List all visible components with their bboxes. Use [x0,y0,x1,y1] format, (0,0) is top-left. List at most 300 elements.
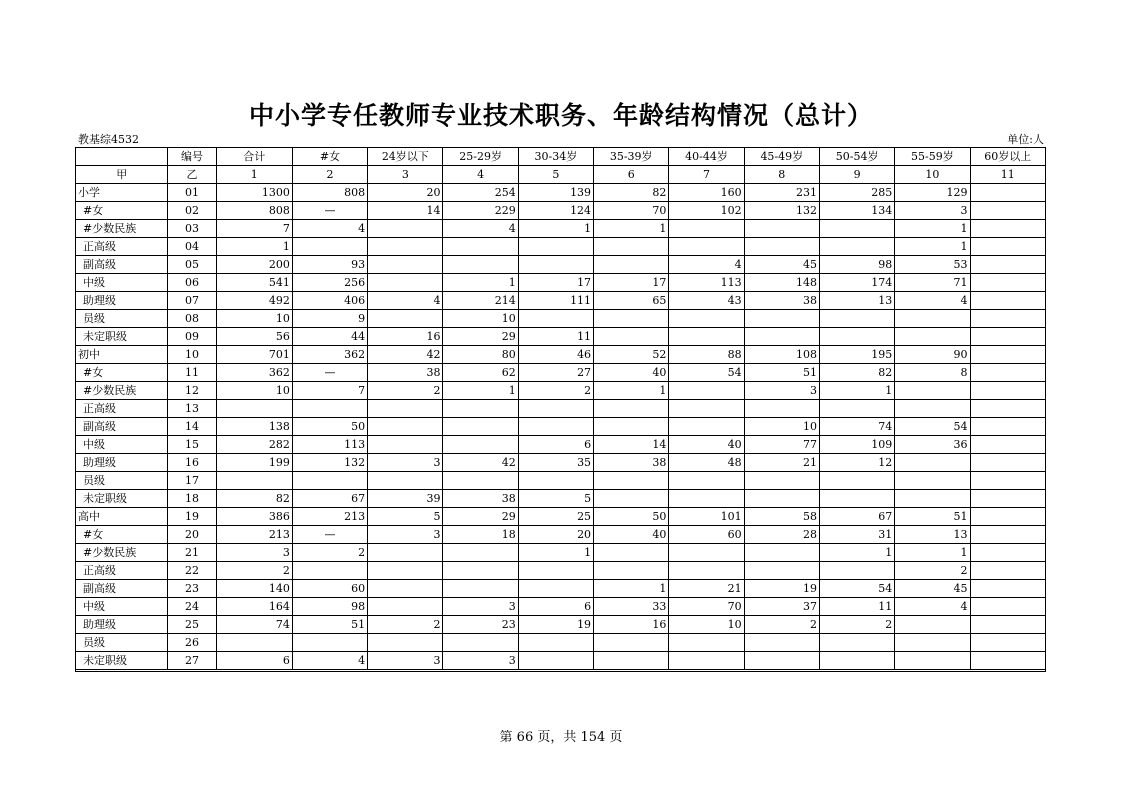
table-cell: 46 [518,346,593,364]
table-cell [518,634,593,652]
table-cell: 3 [895,202,970,220]
table-cell [819,400,894,418]
column-header: 35-39岁 [594,148,669,166]
table-cell [895,310,970,328]
table-cell: 80 [443,346,518,364]
table-cell [443,544,518,562]
row-number: 21 [168,544,216,562]
table-cell: 35 [518,454,593,472]
table-cell: 3 [443,652,518,670]
table-cell: 5 [518,490,593,508]
table-cell: 2 [895,562,970,580]
column-header: 50-54岁 [819,148,894,166]
row-number: 19 [168,508,216,526]
index-cell: 甲 [76,166,168,184]
table-cell: 113 [669,274,744,292]
table-cell [970,472,1045,490]
row-number: 22 [168,562,216,580]
table-row [76,652,1046,670]
table-cell [669,652,744,670]
table-cell: 31 [819,526,894,544]
row-label: 正高级 [76,562,168,580]
table-row [76,418,1046,436]
table-row [76,634,1046,652]
table-cell: 54 [895,418,970,436]
table-cell: 77 [744,436,819,454]
table-cell: 10 [744,418,819,436]
table-cell: 70 [594,202,669,220]
table-cell: 16 [594,616,669,634]
table-cell [895,400,970,418]
table-cell [368,544,443,562]
table-cell [669,400,744,418]
table-cell: 362 [216,364,292,382]
table-cell: 50 [594,508,669,526]
table-cell: 53 [895,256,970,274]
table-cell: 4 [292,220,367,238]
table-cell: 1 [443,274,518,292]
table-cell: 74 [819,418,894,436]
column-header: 30-34岁 [518,148,593,166]
table-cell: 29 [443,328,518,346]
row-label: 中级 [76,274,168,292]
table-cell: 8 [895,364,970,382]
table-cell: 111 [518,292,593,310]
table-cell: 10 [216,310,292,328]
index-cell: 7 [669,166,744,184]
table-cell [216,400,292,418]
table-cell: 67 [819,508,894,526]
table-cell: 37 [744,598,819,616]
row-label: 未定职级 [76,328,168,346]
table-cell: 4 [895,292,970,310]
table-cell: 18 [443,526,518,544]
table-cell: 3 [216,544,292,562]
table-cell: 44 [292,328,367,346]
table-cell: 20 [518,526,593,544]
table-cell [970,400,1045,418]
table-cell [594,562,669,580]
table-cell [819,634,894,652]
table-cell: 51 [292,616,367,634]
table-cell [970,562,1045,580]
table-cell [292,634,367,652]
table-cell: 39 [368,490,443,508]
index-cell: 1 [216,166,292,184]
row-label: 未定职级 [76,490,168,508]
row-label: #少数民族 [76,544,168,562]
row-label: 未定职级 [76,652,168,670]
table-cell: 82 [216,490,292,508]
table-cell: 74 [216,616,292,634]
table-cell [518,652,593,670]
table-cell: 7 [216,220,292,238]
table-cell [669,634,744,652]
table-cell [368,400,443,418]
table-cell [970,202,1045,220]
row-label: 正高级 [76,238,168,256]
table-cell: 38 [594,454,669,472]
table-row [76,400,1046,418]
table-cell: 132 [292,454,367,472]
row-label: 高中 [76,508,168,526]
table-row [76,544,1046,562]
table-cell: 14 [368,202,443,220]
table-cell [970,652,1045,670]
table-cell: 108 [744,346,819,364]
table-cell: 195 [819,346,894,364]
table-cell: 19 [744,580,819,598]
table-row [76,436,1046,454]
table-cell: 808 [216,202,292,220]
table-cell [895,472,970,490]
table-cell: 2 [368,382,443,400]
table-cell: 101 [669,508,744,526]
table-cell: 11 [819,598,894,616]
table-cell: 58 [744,508,819,526]
row-label: 中级 [76,598,168,616]
table-cell: 38 [443,490,518,508]
table-cell [518,400,593,418]
row-label: 员级 [76,634,168,652]
index-cell: 11 [970,166,1045,184]
row-label: #女 [76,364,168,382]
table-row [76,220,1046,238]
row-number: 04 [168,238,216,256]
table-cell [744,652,819,670]
table-cell: 20 [368,184,443,202]
row-label: 副高级 [76,256,168,274]
table-cell: 134 [819,202,894,220]
table-row [76,562,1046,580]
table-cell: 36 [895,436,970,454]
row-label: 初中 [76,346,168,364]
table-cell [594,400,669,418]
index-cell: 乙 [168,166,216,184]
table-cell [669,418,744,436]
row-label: 助理级 [76,454,168,472]
table-cell: 38 [368,364,443,382]
table-cell [594,310,669,328]
table-cell: 82 [819,364,894,382]
table-row [76,202,1046,220]
row-label: 助理级 [76,292,168,310]
table-cell [443,238,518,256]
table-row [76,256,1046,274]
table-row [76,238,1046,256]
table-cell: — [292,364,367,382]
table-cell: 1 [594,382,669,400]
table-cell [594,544,669,562]
table-cell: 254 [443,184,518,202]
row-number: 01 [168,184,216,202]
table-row [76,328,1046,346]
table-cell [819,310,894,328]
table-cell [594,634,669,652]
row-label: 员级 [76,472,168,490]
table-cell: 93 [292,256,367,274]
table-cell: 10 [216,382,292,400]
table-cell: 4 [443,220,518,238]
row-number: 05 [168,256,216,274]
table-cell [895,382,970,400]
table-cell: 2 [292,544,367,562]
table-cell [292,238,367,256]
table-cell: 51 [744,364,819,382]
table-cell [970,292,1045,310]
table-cell: 148 [744,274,819,292]
table-cell [368,436,443,454]
table-cell: 12 [819,454,894,472]
table-cell [970,634,1045,652]
table-cell [970,508,1045,526]
table-cell [594,238,669,256]
index-row [76,166,1046,184]
table-cell [443,418,518,436]
row-number: 25 [168,616,216,634]
table-cell: 1300 [216,184,292,202]
table-cell [970,490,1045,508]
row-label: #少数民族 [76,220,168,238]
row-label: 中级 [76,436,168,454]
table-cell [819,490,894,508]
table-cell: 1 [895,220,970,238]
table-cell: 282 [216,436,292,454]
row-label: #女 [76,526,168,544]
table-cell: 43 [669,292,744,310]
table-cell [970,526,1045,544]
table-cell: 213 [216,526,292,544]
table-cell [368,580,443,598]
table-row [76,598,1046,616]
table-cell: 17 [594,274,669,292]
table-cell: 13 [819,292,894,310]
table-cell: 50 [292,418,367,436]
index-cell: 4 [443,166,518,184]
table-cell: 56 [216,328,292,346]
table-cell [970,220,1045,238]
table-cell [368,472,443,490]
table-cell: 113 [292,436,367,454]
table-row [76,364,1046,382]
table-cell [895,652,970,670]
table-cell: 11 [518,328,593,346]
page-footer: 第 66 页，共 154 页 [499,730,623,745]
table-cell: 52 [594,346,669,364]
index-cell: 3 [368,166,443,184]
table-cell [744,220,819,238]
table-cell: 139 [518,184,593,202]
table-cell: 492 [216,292,292,310]
table-cell: 164 [216,598,292,616]
row-label: 小学 [76,184,168,202]
table-cell: 138 [216,418,292,436]
table-cell [970,328,1045,346]
table-cell: 23 [443,616,518,634]
table-cell: 256 [292,274,367,292]
table-cell [368,418,443,436]
table-cell [970,598,1045,616]
row-number: 12 [168,382,216,400]
table-cell: 21 [669,580,744,598]
row-number: 13 [168,400,216,418]
table-cell: 65 [594,292,669,310]
table-cell [970,310,1045,328]
table-row [76,184,1046,202]
table-cell [518,418,593,436]
table-cell: 1 [216,238,292,256]
table-row [76,472,1046,490]
table-cell [744,310,819,328]
table-cell: 362 [292,346,367,364]
table-cell: 38 [744,292,819,310]
table-cell: 71 [895,274,970,292]
table-cell: 70 [669,598,744,616]
table-cell: 199 [216,454,292,472]
table-cell [819,220,894,238]
table-row [76,508,1046,526]
table-cell [518,472,593,490]
table-cell: 214 [443,292,518,310]
column-header: 25-29岁 [443,148,518,166]
table-cell: 13 [895,526,970,544]
table-cell [895,490,970,508]
row-number: 10 [168,346,216,364]
table-cell: 45 [744,256,819,274]
column-header: 24岁以下 [368,148,443,166]
table-cell [594,490,669,508]
table-cell [895,328,970,346]
table-cell [594,418,669,436]
table-cell [368,310,443,328]
table-cell: 1 [594,580,669,598]
table-cell [518,562,593,580]
row-number: 11 [168,364,216,382]
table-cell [594,256,669,274]
row-number: 17 [168,472,216,490]
table-cell [669,382,744,400]
row-number: 23 [168,580,216,598]
table-cell [518,310,593,328]
table-row [76,526,1046,544]
table-cell: 1 [819,382,894,400]
row-label: 副高级 [76,418,168,436]
table-cell: 42 [368,346,443,364]
table-cell: 51 [895,508,970,526]
table-cell: 60 [292,580,367,598]
row-number: 08 [168,310,216,328]
table-cell: 132 [744,202,819,220]
row-label: #女 [76,202,168,220]
table-cell [216,634,292,652]
table-cell: 1 [443,382,518,400]
table-cell [744,562,819,580]
row-number: 24 [168,598,216,616]
row-number: 07 [168,292,216,310]
index-cell: 9 [819,166,894,184]
table-cell: 16 [368,328,443,346]
table-cell: 3 [368,526,443,544]
table-cell: 406 [292,292,367,310]
table-cell [443,436,518,454]
table-cell: 4 [669,256,744,274]
table-cell [970,616,1045,634]
table-cell: 10 [669,616,744,634]
table-cell [744,544,819,562]
table-cell: 2 [216,562,292,580]
table-cell: 229 [443,202,518,220]
table-cell [970,580,1045,598]
row-label: #少数民族 [76,382,168,400]
table-row [76,346,1046,364]
table-cell: 40 [594,526,669,544]
table-cell: 2 [819,616,894,634]
column-header: 40-44岁 [669,148,744,166]
table-cell [819,238,894,256]
table-cell [669,220,744,238]
table-cell: 7 [292,382,367,400]
table-cell: 82 [594,184,669,202]
table-cell: 386 [216,508,292,526]
table-cell: 88 [669,346,744,364]
row-number: 26 [168,634,216,652]
page-title: 中小学专任教师专业技术职务、年龄结构情况（总计） [248,101,873,130]
row-number: 27 [168,652,216,670]
table-cell: 14 [594,436,669,454]
table-cell: 6 [518,436,593,454]
unit-label: 单位:人 [1007,133,1044,146]
table-cell [594,652,669,670]
table-cell: 200 [216,256,292,274]
table-cell [744,238,819,256]
table-cell: 33 [594,598,669,616]
column-header: 合计 [216,148,292,166]
table-cell: 45 [895,580,970,598]
table-cell [970,364,1045,382]
table-cell [970,256,1045,274]
table-cell: 62 [443,364,518,382]
table-cell [669,238,744,256]
row-number: 16 [168,454,216,472]
table-cell [443,634,518,652]
table-cell: 54 [669,364,744,382]
table-cell: 4 [292,652,367,670]
table-cell [443,472,518,490]
table-cell [970,274,1045,292]
table-cell [669,310,744,328]
table-cell: 1 [518,544,593,562]
row-number: 06 [168,274,216,292]
table-cell: 28 [744,526,819,544]
table-cell [368,562,443,580]
row-label: 副高级 [76,580,168,598]
table-cell: 3 [744,382,819,400]
row-number: 02 [168,202,216,220]
table-cell [970,418,1045,436]
table-cell [744,490,819,508]
table-cell [443,400,518,418]
table-cell [518,238,593,256]
table-cell: 808 [292,184,367,202]
table-cell [970,238,1045,256]
data-table [75,147,1046,670]
row-number: 15 [168,436,216,454]
table-cell: 98 [819,256,894,274]
table-cell [970,454,1045,472]
table-cell: 54 [819,580,894,598]
table-cell [895,454,970,472]
table-cell: 3 [368,652,443,670]
